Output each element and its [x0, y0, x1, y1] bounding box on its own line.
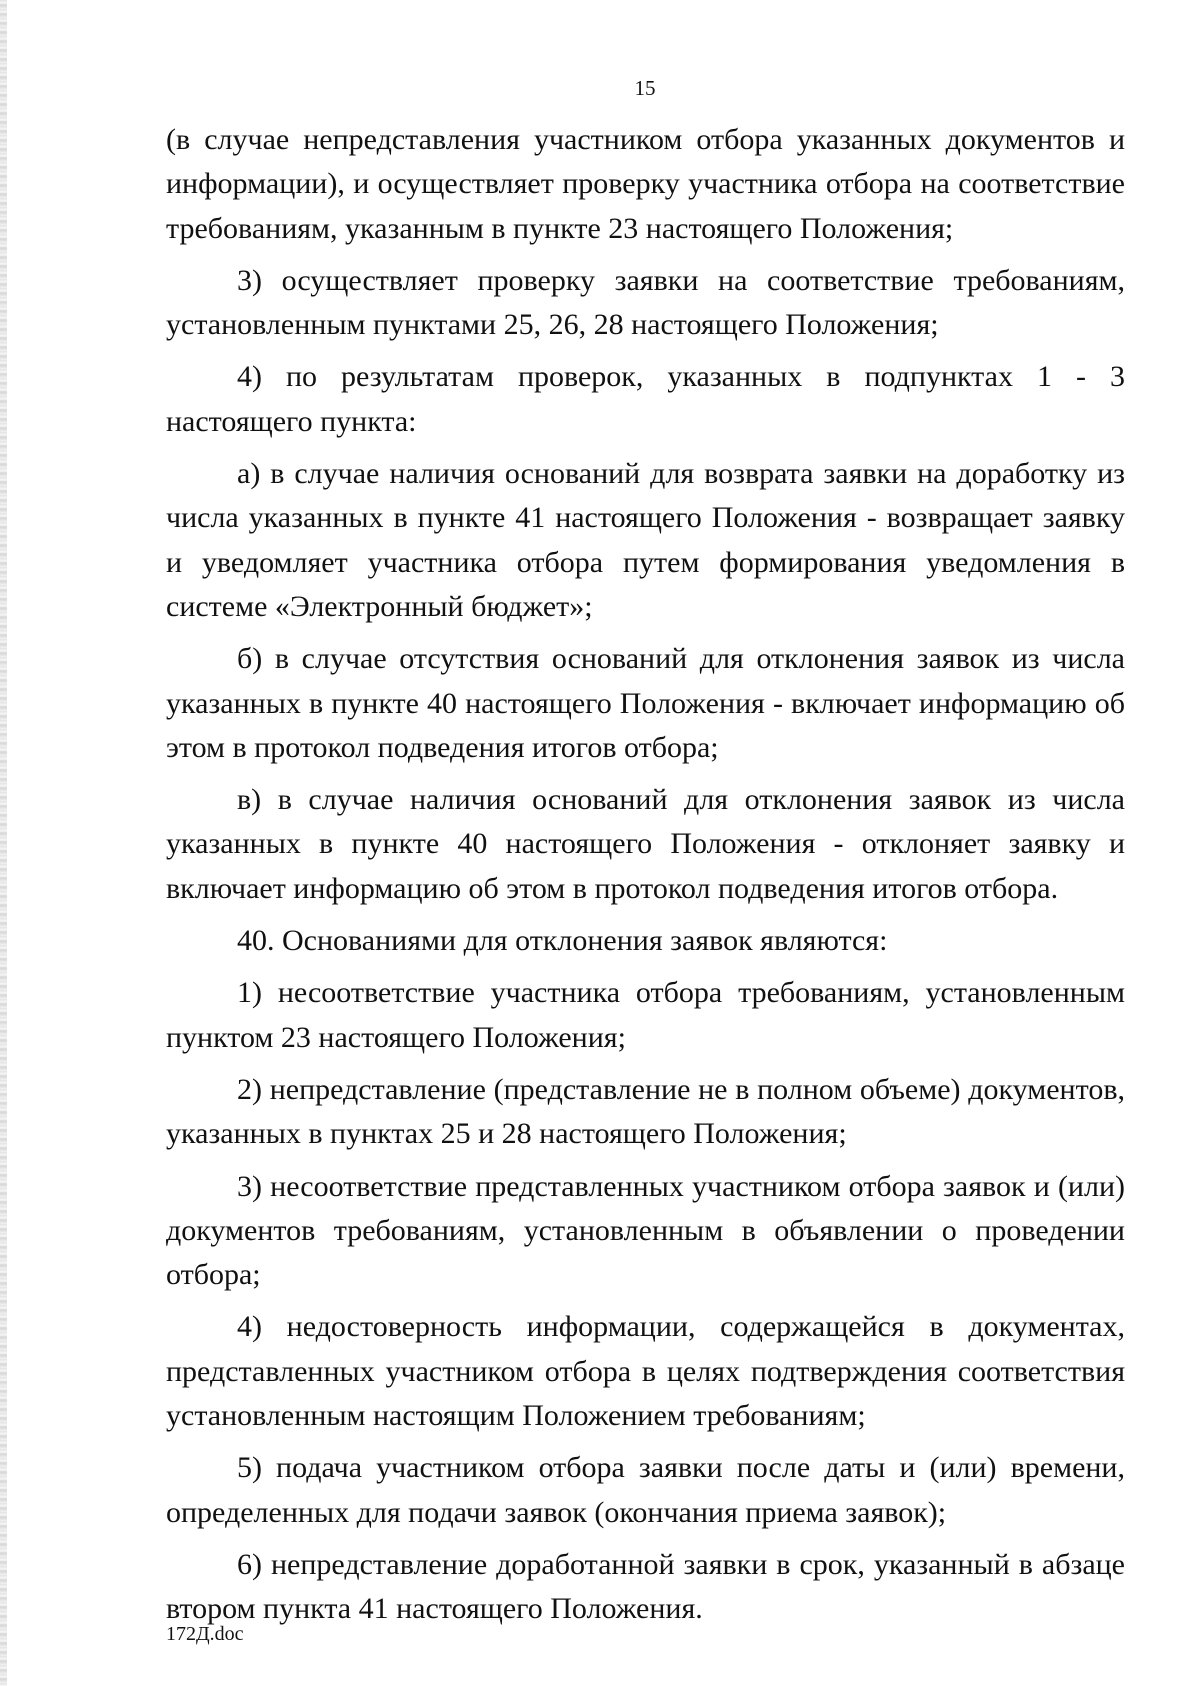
paragraph: б) в случае отсутствия оснований для отклонения заявок из числа указанных в пункте 40 настоящего Положения - включает информацию об этом в протокол подведения итогов отбора; [166, 642, 1125, 764]
paragraph: 5) подача участником отбора заявки после даты и (или) времени, определенных для подачи заявок (окончания приема заявок); [166, 1451, 1125, 1529]
paragraph: (в случае непредставления участником отбора указанных документов и информации), и осуществляет проверку участника отбора на соответствие требованиям, указанным в пункте 23 настоящего Положения; [166, 123, 1125, 245]
paragraph: а) в случае наличия оснований для возврата заявки на доработку из числа указанных в пункте 41 настоящего Положения - возвращает заявку и уведомляет участника отбора путем формирования уведомления в системе «Электронный бюджет»; [166, 457, 1125, 623]
file-name-footer: 172Д.doc [166, 1623, 244, 1645]
paragraph: в) в случае наличия оснований для отклонения заявок из числа указанных в пункте 40 настоящего Положения - отклоняет заявку и включает информацию об этом в протокол подведения итогов отбора. [166, 783, 1125, 905]
paragraph: 4) недостоверность информации, содержащейся в документах, представленных участником отбора в целях подтверждения соответствия установленным настоящим Положением требованиям; [166, 1310, 1125, 1433]
paragraph: 1) несоответствие участника отбора требованиям, установленным пунктом 23 настоящего Положения; [166, 976, 1125, 1054]
page-number: 15 [634, 76, 656, 100]
document-body [166, 118, 1125, 1640]
paragraph: 3) несоответствие представленных участником отбора заявок и (или) документов требованиям, установленным в объявлении о проведении отбора; [166, 1169, 1125, 1292]
paragraph: 40. Основаниями для отклонения заявок являются: [237, 924, 888, 958]
paragraph: 2) непредставление (представление не в полном объеме) документов, указанных в пунктах 25 и 28 настоящего Положения; [166, 1072, 1125, 1151]
paragraph: 3) осуществляет проверку заявки на соответствие требованиям, установленным пунктами 25, 26, 28 настоящего Положения; [166, 263, 1125, 342]
paragraph: 4) по результатам проверок, указанных в подпунктах 1 - 3 настоящего пункта: [166, 360, 1125, 438]
paragraph: 6) непредставление доработанной заявки в срок, указанный в абзаце втором пункта 41 настоящего Положения. [166, 1547, 1125, 1626]
scan-edge [0, 0, 7, 1686]
